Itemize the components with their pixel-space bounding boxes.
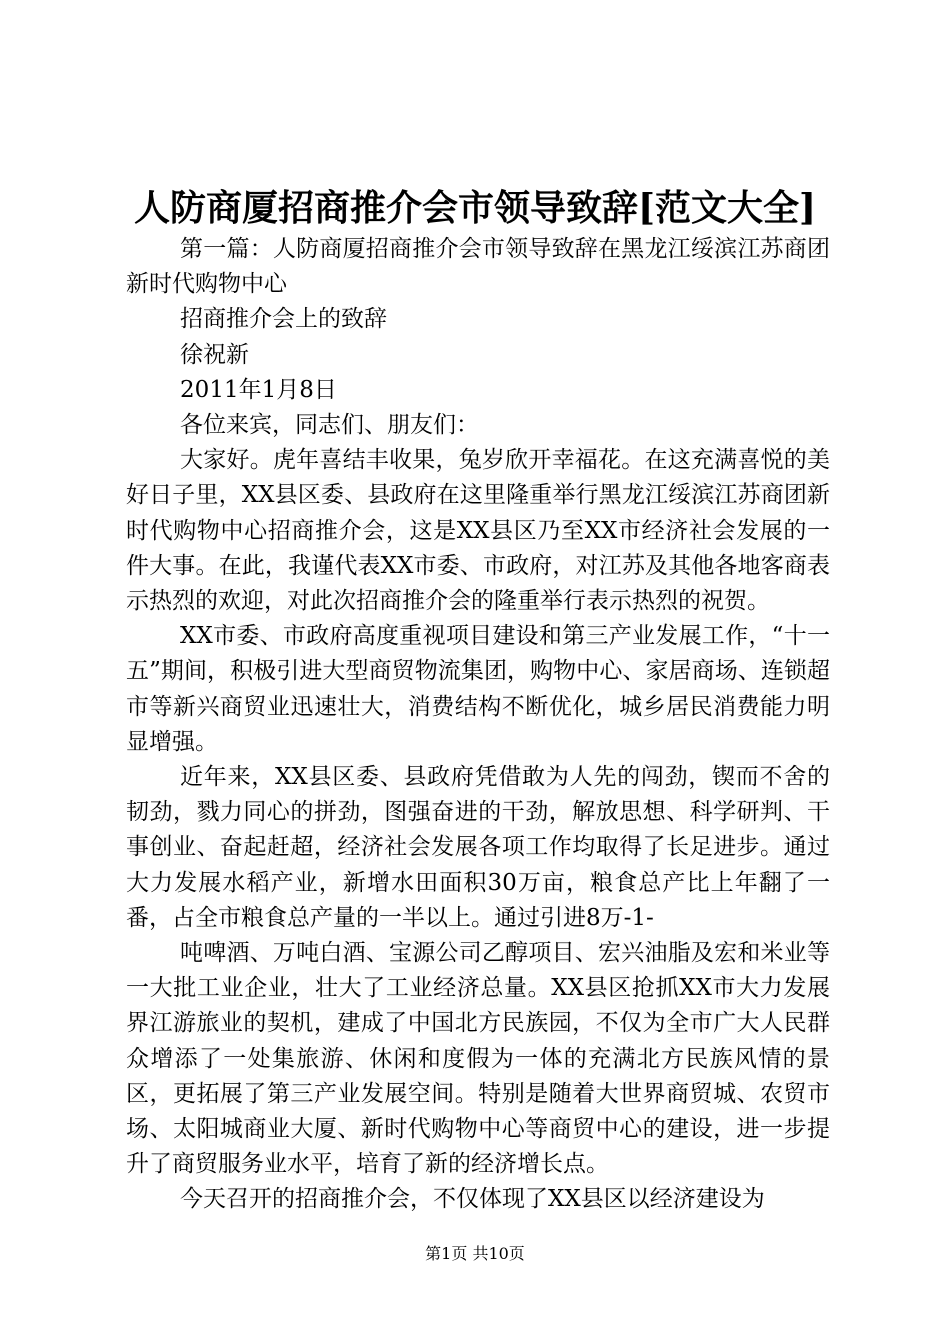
paragraph: 今天召开的招商推介会，不仅体现了XX县区以经济建设为 xyxy=(180,1186,765,1213)
paragraph: 招商推介会上的致辞 xyxy=(180,306,388,333)
paragraph: 2011年1月8日 xyxy=(180,376,337,403)
paragraph: 第一篇：人防商厦招商推介会市领导致辞在黑龙江绥滨江苏商团新时代购物中心 xyxy=(126,236,830,298)
paragraph: 徐祝新 xyxy=(180,341,250,368)
paragraph: 近年来，XX县区委、县政府凭借敢为人先的闯劲，锲而不舍的韧劲，戮力同心的拼劲，图强奋进的干劲，解放思想、科学研判、干事创业、奋起赶超，经济社会发展各项工作均取得了长足进步。通过大力发展水稻产业，新增水田面积30万亩，粮食总产比上年翻了一番，占全市粮食总产量的一半以上。通过引进8万-1- xyxy=(126,764,830,931)
document-title: 人防商厦招商推介会市领导致辞[范文大全] xyxy=(133,187,817,229)
paragraph: 各位来宾，同志们、朋友们： xyxy=(180,412,480,439)
document-body xyxy=(126,232,830,1218)
paragraph: XX市委、市政府高度重视项目建设和第三产业发展工作，“十一五”期间，积极引进大型商贸物流集团，购物中心、家居商场、连锁超市等新兴商贸业迅速壮大，消费结构不断优化，城乡居民消费能力明显增强。 xyxy=(126,623,830,755)
paragraph: 吨啤酒、万吨白酒、宝源公司乙醇项目、宏兴油脂及宏和米业等一大批工业企业，壮大了工业经济总量。XX县区抢抓XX市大力发展界江游旅业的契机，建成了中国北方民族园，不仅为全市广大人民群众增添了一处集旅游、休闲和度假为一体的充满北方民族风情的景区，更拓展了第三产业发展空间。特别是随着大世界商贸城、农贸市场、太阳城商业大厦、新时代购物中心等商贸中心的建设，进一步提升了商贸服务业水平，培育了新的经济增长点。 xyxy=(126,940,830,1178)
page-footer: 第1页 共10页 xyxy=(425,1244,525,1263)
paragraph: 大家好。虎年喜结丰收果，兔岁欣开幸福花。在这充满喜悦的美好日子里，XX县区委、县政府在这里隆重举行黑龙江绥滨江苏商团新时代购物中心招商推介会，这是XX县区乃至XX市经济社会发展的一件大事。在此，我谨代表XX市委、市政府，对江苏及其他各地客商表示热烈的欢迎，对此次招商推介会的隆重举行表示热烈的祝贺。 xyxy=(126,447,830,615)
